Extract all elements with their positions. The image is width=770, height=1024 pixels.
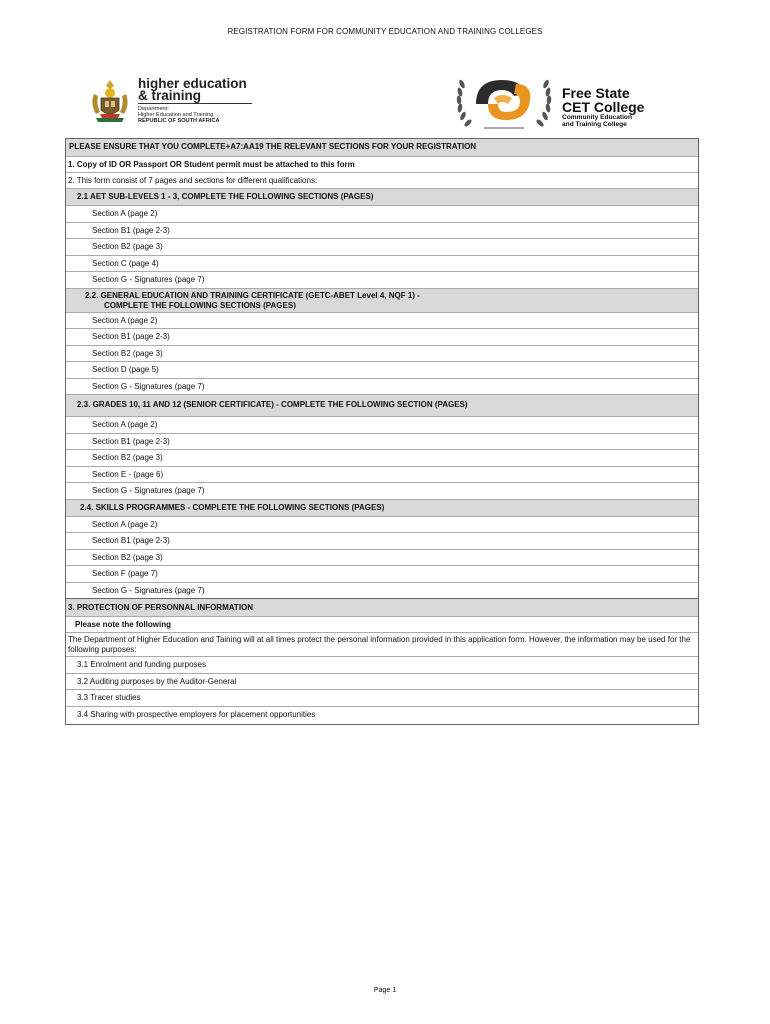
list-item: 3.2 Auditing purposes by the Auditor-General: [66, 673, 698, 690]
page-title: REGISTRATION FORM FOR COMMUNITY EDUCATION AND TRAINING COLLEGES: [227, 27, 543, 36]
list-item: Section G - Signatures (page 7): [66, 271, 698, 288]
list-item: Section G - Signatures (page 7): [66, 482, 698, 499]
list-item: Section B2 (page 3): [66, 549, 698, 566]
list-item: Section C (page 4): [66, 255, 698, 272]
page-number: Page 1: [373, 987, 397, 994]
list-item: 3.1 Enrolment and funding purposes: [66, 656, 698, 673]
protection-paragraph: The Department of Higher Education and Taining will at all times protect the personal information provided in this application form. However, the information may be used for the following purposes:: [66, 632, 698, 656]
fscet-name-line1: Free State: [562, 85, 630, 101]
note-pages: 2. This form consist of 7 pages and sections for different qualifications:: [66, 172, 698, 188]
fscet-sub-line1: Community Education: [562, 114, 632, 121]
protection-heading: 3. PROTECTION OF PERSONNAL INFORMATION: [66, 598, 698, 616]
list-item: Section F (page 7): [66, 565, 698, 582]
dhet-brand: [138, 78, 247, 102]
fscet-logo: [454, 70, 674, 134]
list-item: Section B1 (page 2-3): [66, 532, 698, 549]
list-item: Section D (page 5): [66, 361, 698, 378]
dhet-department: [138, 106, 220, 125]
dhet-dept-line1: Department:: [138, 106, 169, 112]
list-item: Section B2 (page 3): [66, 449, 698, 466]
protection-subheading: Please note the following: [66, 616, 698, 632]
list-item: Section B2 (page 3): [66, 345, 698, 362]
group-heading-grades: 2.3. GRADES 10, 11 AND 12 (SENIOR CERTIFICATE) - COMPLETE THE FOLLOWING SECTION (PAGES): [66, 394, 698, 416]
coat-of-arms-icon: [88, 78, 132, 126]
dhet-logo: [88, 74, 258, 134]
dhet-brand-line2: & training: [138, 88, 201, 103]
list-item: Section G - Signatures (page 7): [66, 378, 698, 395]
list-item: Section B1 (page 2-3): [66, 433, 698, 450]
fscet-sub-line2: and Training College: [562, 121, 627, 128]
fscet-name-line2: CET College: [562, 99, 645, 115]
list-item: Section G - Signatures (page 7): [66, 582, 698, 599]
list-item: 3.4 Sharing with prospective employers for placement opportunities: [66, 706, 698, 724]
list-item: Section A (page 2): [66, 205, 698, 222]
group-heading-getc-line1: 2.2. GENERAL EDUCATION AND TRAINING CERTIFICATE (GETC-ABET Level 4, NQF 1) -: [85, 290, 420, 300]
fscet-emblem-icon: [454, 70, 554, 134]
main-instruction-header: PLEASE ENSURE THAT YOU COMPLETE+A7:AA19 THE RELEVANT SECTIONS FOR YOUR REGISTRATION: [66, 139, 698, 156]
group-heading-getc: [66, 288, 698, 312]
note-id-copy: 1. Copy of ID OR Passport OR Student permit must be attached to this form: [66, 156, 698, 172]
list-item: Section E - (page 6): [66, 466, 698, 483]
fscet-subtitle: [562, 114, 632, 128]
dhet-dept-line3: REPUBLIC OF SOUTH AFRICA: [138, 118, 220, 125]
list-item: 3.3 Tracer studies: [66, 689, 698, 706]
divider: [138, 103, 252, 104]
registration-instructions-table: [65, 138, 699, 725]
laurel-left-icon: [456, 79, 472, 128]
list-item: Section A (page 2): [66, 312, 698, 329]
group-heading-getc-line2: COMPLETE THE FOLLOWING SECTIONS (PAGES): [104, 300, 296, 310]
list-item: Section A (page 2): [66, 516, 698, 533]
dhet-brand-line1: higher education: [138, 76, 247, 91]
list-item: Section B1 (page 2-3): [66, 222, 698, 239]
dhet-dept-line2: Higher Education and Training: [138, 112, 214, 119]
list-item: Section B1 (page 2-3): [66, 328, 698, 345]
list-item: Section B2 (page 3): [66, 238, 698, 255]
group-heading-skills: 2.4. SKILLS PROGRAMMES - COMPLETE THE FOLLOWING SECTIONS (PAGES): [66, 499, 698, 516]
laurel-right-icon: [535, 79, 551, 128]
list-item: Section A (page 2): [66, 416, 698, 433]
group-heading-aet: 2.1 AET SUB-LEVELS 1 - 3, COMPLETE THE FOLLOWING SECTIONS (PAGES): [66, 188, 698, 205]
